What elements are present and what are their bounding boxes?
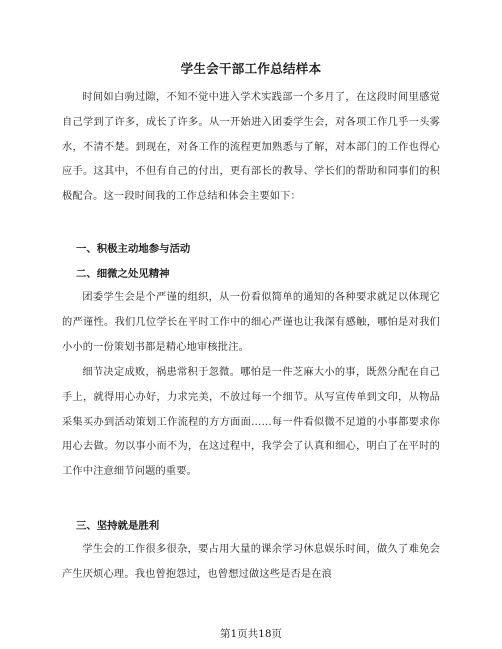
intro-block (62, 86, 440, 238)
intro-paragraph: 时间如白驹过隙，不知不觉中进入学术实践部一个多月了，在这段时间里感觉自己学到了许多，成长了许多。从一开始进入团委学生会，对各项工作几乎一头雾水，不清不楚。到现在，对各工作的流程更加熟悉与了解，对本部门的工作也得心应手。这其中，不但有自己的付出，更有部长的教导、学长们的帮助和同事们的积极配合。这一段时间我的工作总结和体会主要如下： (62, 92, 440, 203)
section-2-block-2 (62, 361, 440, 509)
section-2-paragraph-1: 团委学生会是个严谨的组织，从一份看似简单的通知的各种要求就足以体现它的严谨性。我们几位学长在平时工作中的细心严谨也让我深有感触，哪怕是对我们小小的一份策划书都是精心地审核批注。 (62, 292, 440, 353)
document-title: 学生会干部工作总结样本 (180, 61, 322, 76)
page-number-footer: 第1页共18页 (219, 628, 283, 640)
section-3-block-1 (62, 538, 440, 590)
section-2-paragraph-2: 细节决定成败，祸患常积于忽微。哪怕是一件芝麻大小的事，既然分配在自己手上，就得用心办好，力求完美，不放过每一个细节。从写宣传单到文印，从物品采集买办到活动策划工作流程的方方面面……每一件看似微不足道的小事都要求你用心去做。勿以事小而不为，在这过程中，我学会了认真和细心，明白了在平时的工作中注意细节问题的重要。 (62, 367, 440, 478)
section-2-block-1 (62, 286, 440, 362)
section-3-heading: 三、坚持就是胜利 (76, 520, 160, 532)
section-3-paragraph-1: 学生会的工作很多很杂，要占用大量的课余学习休息娱乐时间，做久了难免会产生厌烦心理。我也曾抱怨过，也曾想过做这些是否是在浪 (62, 544, 440, 580)
section-2-heading: 二、细微之处见精神 (76, 268, 170, 280)
section-1-heading: 一、积极主动地参与活动 (76, 243, 191, 255)
